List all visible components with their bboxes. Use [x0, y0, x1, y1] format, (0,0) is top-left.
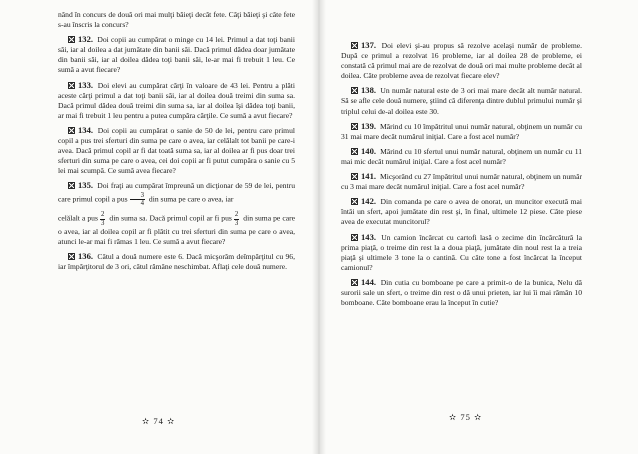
- problem-marker-icon: [351, 42, 358, 49]
- problem-number: 134.: [78, 124, 94, 135]
- problem-141: [341, 171, 582, 192]
- problem-132: [58, 34, 295, 75]
- problem-marker-icon: [68, 182, 75, 189]
- problem-number: 142.: [361, 196, 377, 207]
- problem-135: [58, 180, 295, 207]
- fraction-denominator: 3: [100, 219, 105, 227]
- problem-text: Un număr natural este de 3 ori mai mare decât alt număr natural. Să se afle cele două numere, ştiind că diferenţa dintre dublul primului număr şi triplul celui de-al doilea este 30.: [341, 86, 582, 116]
- problem-marker-icon: [68, 253, 75, 260]
- problem-133: [58, 80, 295, 121]
- problem-140: [341, 146, 582, 167]
- problem-marker-icon: [351, 279, 358, 286]
- problem-number: 144.: [361, 276, 377, 287]
- problem-number: 143.: [361, 231, 377, 242]
- problem-text: Doi copii au cumpărat o minge cu 14 lei. Primul a dat toţi banii săi, iar al doilea a dat jumătate din banii săi. Dacă primul dădea doar jumătate din banii săi, iar al doilea dădea toţi banii săi, le-ar mai fi trebuit 1 leu. Ce sumă a avut fiecare?: [58, 35, 295, 75]
- problem-text: Din cutia cu bomboane pe care a primit-o de la bunica, Nelu dă surorii sale un sfert, o treime din rest o dă unui prieten, iar lui îi mai rămân 10 bomboane. Câte bomboane erau la început în cutie?: [341, 277, 582, 308]
- continued-text: nând în concurs de două ori mai mulţi băieţi decât fete. Câţi băieţi şi câte fete s-au înscris la concurs?: [58, 10, 295, 30]
- problem-134: [58, 125, 295, 176]
- problem-text: Doi fraţi au cumpărat împreună un dicţionar de 59 de lei, pentru care primul copil a pus: [58, 181, 295, 204]
- problem-144: [341, 277, 582, 308]
- problem-number: 136.: [78, 251, 94, 262]
- problem-135-continued: [58, 211, 295, 247]
- fraction-denominator: 4: [140, 199, 144, 207]
- problem-text: Mărind cu 10 sfertul unui număr natural, obţinem un număr cu 11 mai mic decât numărul iniţial. Care a fost acel număr?: [341, 146, 583, 166]
- problem-marker-icon: [68, 36, 75, 43]
- problem-marker-icon: [351, 198, 358, 205]
- problem-text: din suma pe care o avea, iar al doilea copil ar fi plătit cu trei sferturi din suma pe care o avea, atunci le-ar mai fi rămas 1 leu. Ce sumă a avut fiecare?: [58, 213, 295, 247]
- problem-number: 133.: [78, 79, 94, 90]
- problem-number: 141.: [361, 171, 377, 182]
- fraction-denominator: 3: [234, 219, 239, 227]
- problem-143: [341, 232, 582, 273]
- problem-text: din suma pe care o avea, iar: [148, 194, 234, 204]
- book-gutter: [312, 0, 326, 454]
- problem-text: Mărind cu 10 împătritul unui număr natural, obţinem un număr cu 31 mai mare decât numărul iniţial. Care a fost acel număr?: [341, 121, 582, 141]
- problem-text: celălalt a pus: [58, 213, 98, 223]
- problem-text: Doi copii au cumpărat o sanie de 50 de lei, pentru care primul copil a pus trei sferturi din suma pe care o avea, iar celălalt tot banii pe care-i avea. Dacă primul copil ar fi dat toată suma sa, iar al doilea ar fi pus doar trei sferturi din suma pe care o avea, cei doi copii ar fi putut cumpăra o sanie cu 5 lei mai scumpă. Ce sumă avea fiecare?: [58, 125, 295, 176]
- problem-text: Micşorând cu 27 împătritul unui număr natural, obţinem un număr cu 3 mai mare decât numărul iniţial. Care a fost acel număr?: [341, 172, 582, 192]
- problem-text: Câtul a două numere este 6. Dacă micşorăm deîmpărţitul cu 96, iar împărţitorul de 3 ori, câtul rămâne neschimbat. Aflaţi cele două numere.: [58, 252, 295, 272]
- problem-139: [341, 121, 582, 142]
- problem-number: 137.: [361, 40, 377, 50]
- fraction: [234, 211, 239, 227]
- problem-text: Doi elevi au cumpărat cărţi în valoare de 43 lei. Pentru a plăti aceste cărţi primul a dat toţi banii săi, iar al doilea două treimi din suma sa. Dacă primul dădea două treimi din suma sa, iar al doilea îşi dădea toţi banii, ar mai fi trebuit 1 leu pentru a putea cumpăra cărţile. Ce sumă a avut fiecare?: [58, 80, 295, 120]
- problem-138: [341, 85, 582, 116]
- problem-text: Doi elevi şi-au propus să rezolve acelaşi număr de probleme. După ce primul a rezolvat 16 probleme, iar al doilea 28 de probleme, ei constată că primul mai are de rezolvat de două ori mai multe probleme decât al doilea. Câte probleme avea de rezolvat fiecare elev?: [341, 41, 582, 81]
- fraction-numerator: 3: [130, 192, 145, 200]
- problem-text: Din comanda pe care o avea de onorat, un muncitor execută mai întâi un sfert, apoi jumătate din rest şi, în final, ultimele 12 piese. Câte piese avea de executat muncitorul?: [341, 197, 582, 227]
- page-number: ✫ 75 ✫: [449, 412, 483, 422]
- problem-142: [341, 196, 582, 227]
- fraction: [100, 211, 105, 227]
- problem-number: 139.: [361, 120, 377, 131]
- page-number: ✫ 74 ✫: [142, 416, 176, 426]
- problem-marker-icon: [68, 127, 75, 134]
- fraction-numerator: 2: [234, 211, 239, 219]
- right-column: [341, 40, 582, 308]
- problem-number: 140.: [361, 145, 377, 156]
- right-page: [319, 0, 638, 454]
- problem-marker-icon: [351, 148, 358, 155]
- problem-text: din suma sa. Dacă primul copil ar fi pus: [109, 213, 232, 223]
- problem-number: 135.: [78, 180, 94, 191]
- problem-marker-icon: [351, 173, 358, 180]
- problem-number: 138.: [361, 85, 377, 96]
- problem-136: [58, 251, 295, 272]
- problem-marker-icon: [351, 87, 358, 94]
- left-column: [58, 10, 295, 273]
- problem-137: [341, 40, 582, 81]
- problem-text: Un camion încărcat cu cartofi lasă o zecime din încărcătură la prima piaţă, o treime din rest la a doua piaţă, jumătate din noul rest la a treia piaţă şi ultimele 3 tone la o cantină. Cu câte tone a fost încărcat la început camionul?: [341, 232, 582, 272]
- problem-marker-icon: [351, 234, 358, 241]
- problem-marker-icon: [68, 82, 75, 89]
- fraction-numerator: 2: [100, 211, 105, 219]
- problem-number: 132.: [78, 34, 94, 45]
- problem-marker-icon: [351, 123, 358, 130]
- fraction: [130, 192, 145, 208]
